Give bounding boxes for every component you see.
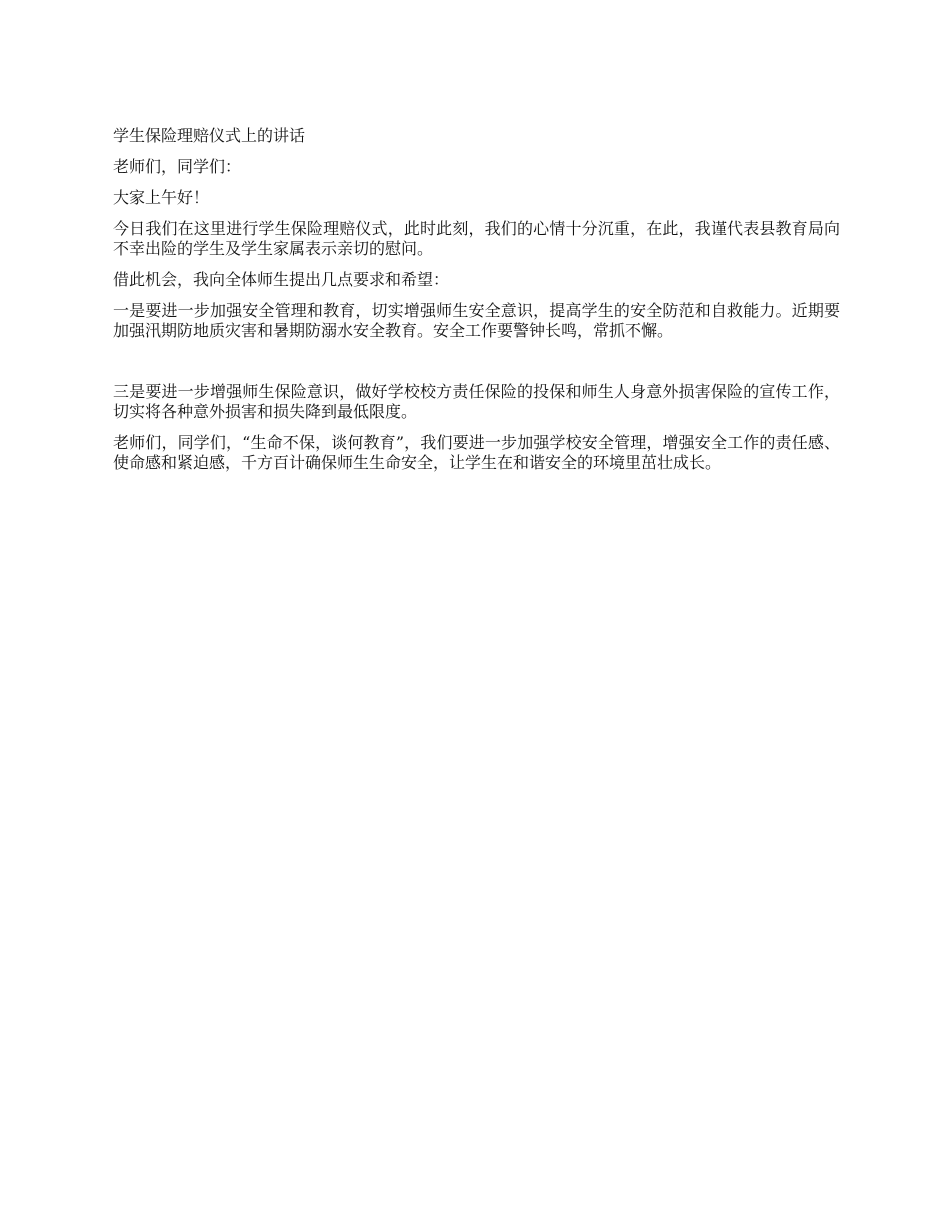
document-body <box>113 126 840 484</box>
paragraph-requirements-intro: 借此机会，我向全体师生提出几点要求和希望： <box>113 270 450 289</box>
paragraph-point-one: 一是要进一步加强安全管理和教育，切实增强师生安全意识，提高学生的安全防范和自救能力。近期要加强汛期防地质灾害和暑期防溺水安全教育。安全工作要警钟长鸣，常抓不懈。 <box>113 301 840 340</box>
greeting: 大家上午好！ <box>113 188 210 207</box>
paragraph-closing: 老师们，同学们，“生命不保，谈何教育”，我们要进一步加强学校安全管理，增强安全工作的责任感、使命感和紧迫感，千方百计确保师生生命安全，让学生在和谐安全的环境里茁壮成长。 <box>113 433 840 472</box>
salutation: 老师们，同学们： <box>113 157 242 176</box>
blank-gap <box>113 352 840 382</box>
paragraph-opening: 今日我们在这里进行学生保险理赔仪式，此时此刻，我们的心情十分沉重，在此，我谨代表县教育局向不幸出险的学生及学生家属表示亲切的慰问。 <box>113 219 840 258</box>
document-title: 学生保险理赔仪式上的讲话 <box>113 126 306 145</box>
paragraph-point-three: 三是要进一步增强师生保险意识，做好学校校方责任保险的投保和师生人身意外损害保险的宣传工作，切实将各种意外损害和损失降到最低限度。 <box>113 382 840 421</box>
